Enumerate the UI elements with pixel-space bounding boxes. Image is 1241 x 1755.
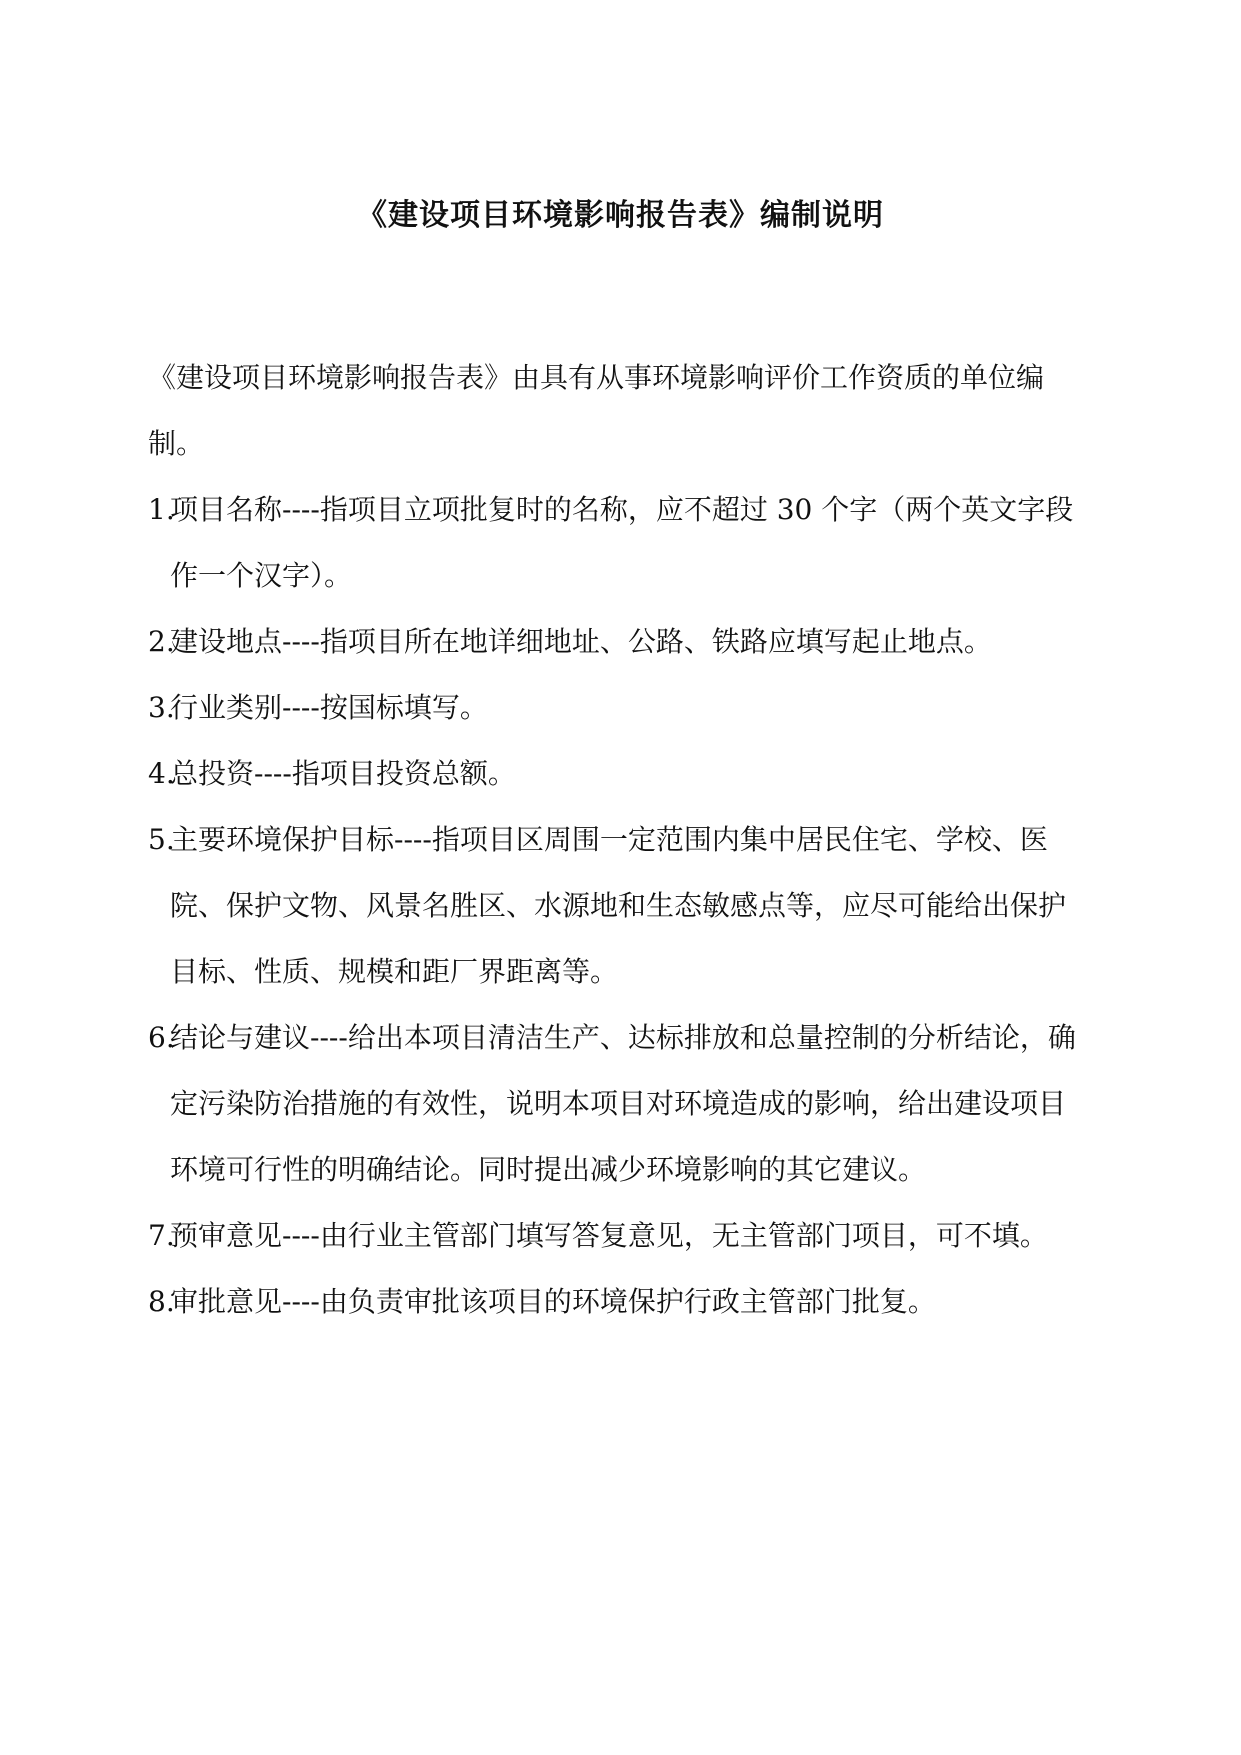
list-item bbox=[148, 1269, 1093, 1335]
list-item bbox=[148, 1005, 1093, 1203]
list-item-number: 4. bbox=[148, 757, 175, 790]
list-item-number: 2. bbox=[148, 625, 175, 658]
list-item-text: 预审意见----由行业主管部门填写答复意见，无主管部门项目，可不填。 bbox=[170, 1219, 1048, 1252]
list-item bbox=[148, 477, 1093, 609]
list-item bbox=[148, 741, 1093, 807]
list-item bbox=[148, 609, 1093, 675]
list-item-text: 总投资----指项目投资总额。 bbox=[170, 757, 516, 790]
intro-paragraph: 《建设项目环境影响报告表》由具有从事环境影响评价工作资质的单位编制。 bbox=[148, 361, 1045, 460]
list-item-text: 主要环境保护目标----指项目区周围一定范围内集中居民住宅、学校、医院、保护文物、风景名胜区、水源地和生态敏感点等，应尽可能给出保护目标、性质、规模和距厂界距离等。 bbox=[170, 823, 1067, 988]
document-title: 《建设项目环境影响报告表》编制说明 bbox=[357, 198, 884, 233]
list-item-text: 行业类别----按国标填写。 bbox=[170, 691, 488, 724]
list-item-number: 1. bbox=[148, 493, 175, 526]
list-item bbox=[148, 1203, 1093, 1269]
list-item bbox=[148, 807, 1093, 1005]
list-item-number: 6. bbox=[148, 1021, 175, 1054]
list-item-text: 审批意见----由负责审批该项目的环境保护行政主管部门批复。 bbox=[170, 1285, 936, 1318]
list-item bbox=[148, 675, 1093, 741]
document-body bbox=[148, 345, 1093, 1335]
list-item-number: 8. bbox=[148, 1285, 175, 1318]
list-item-number: 5. bbox=[148, 823, 175, 856]
list-item-text: 项目名称----指项目立项批复时的名称，应不超过 30 个字（两个英文字段作一个汉字）。 bbox=[170, 493, 1074, 592]
list-item-number: 3. bbox=[148, 691, 175, 724]
list-item-text: 建设地点----指项目所在地详细地址、公路、铁路应填写起止地点。 bbox=[170, 625, 992, 658]
list-item-text: 结论与建议----给出本项目清洁生产、达标排放和总量控制的分析结论，确定污染防治措施的有效性，说明本项目对环境造成的影响，给出建设项目环境可行性的明确结论。同时提出减少环境影响的其它建议。 bbox=[170, 1021, 1076, 1186]
list-item-number: 7. bbox=[148, 1219, 175, 1252]
instruction-list bbox=[148, 477, 1093, 1335]
